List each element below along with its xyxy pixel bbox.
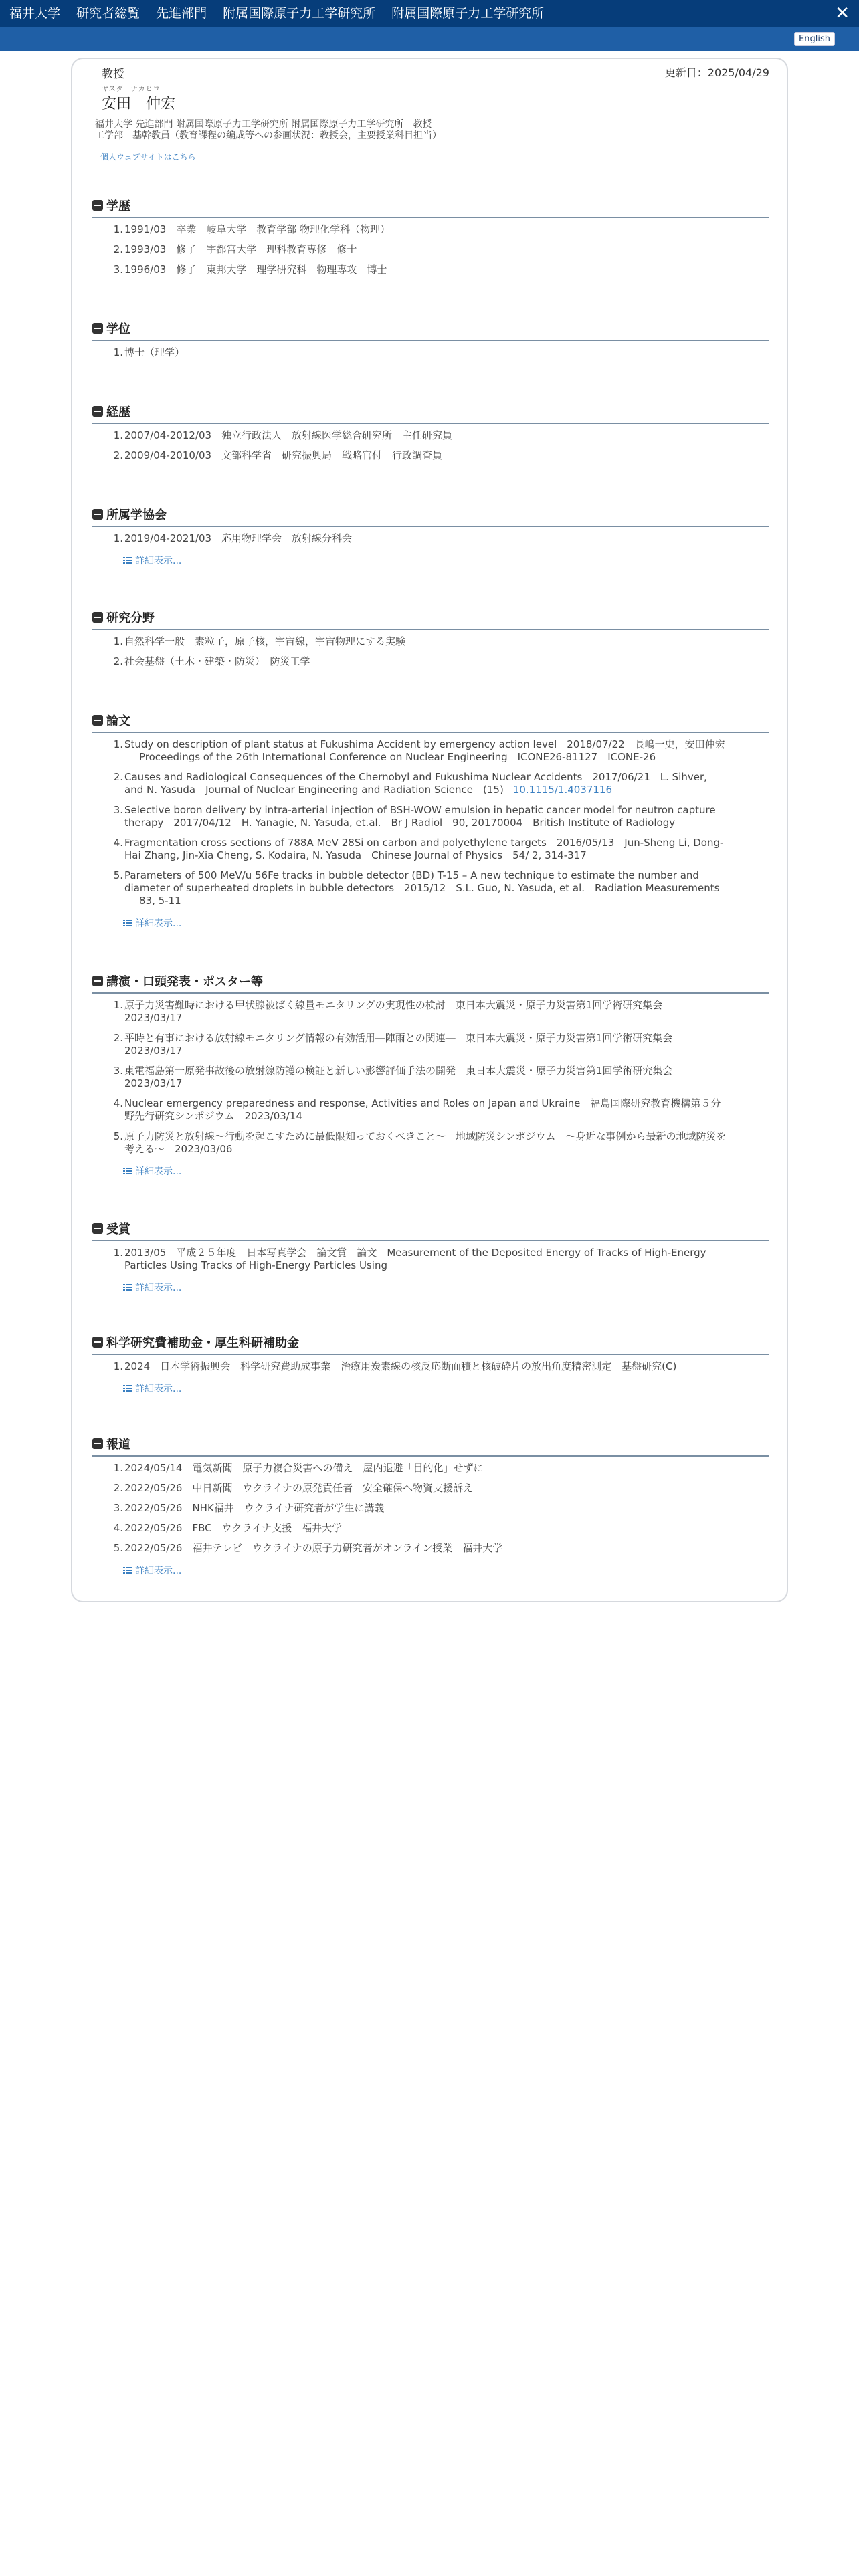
show-more-link[interactable]: 詳細表示... [123, 1382, 181, 1395]
list-icon [123, 1385, 132, 1392]
english-button[interactable]: English [794, 32, 835, 46]
show-more-link[interactable]: 詳細表示... [123, 1164, 181, 1178]
section-title: 経歴 [106, 405, 130, 419]
section-title: 所属学協会 [106, 508, 167, 522]
profile-card [71, 58, 788, 1602]
show-more-link[interactable]: 詳細表示... [123, 916, 181, 930]
collapse-icon[interactable] [92, 323, 103, 334]
section-title: 研究分野 [106, 611, 155, 625]
show-more-link[interactable]: 詳細表示... [123, 1564, 181, 1577]
personal-website-link[interactable]: 個人ウェブサイトはこちら [100, 152, 196, 162]
section-heading [92, 197, 769, 218]
list-item: 1. 2019/04-2021/03 応用物理学会 放射線分科会 [113, 532, 353, 544]
list-item: 2. 1993/03 修了 宇都宮大学 理科教育専修 修士 [113, 243, 357, 255]
list-icon [123, 1168, 132, 1175]
section-title: 学位 [106, 322, 130, 336]
breadcrumb-university[interactable]: 福井大学 [9, 6, 61, 21]
list-item: 2. 2009/04-2010/03 文部科学省 研究振興局 戦略官付 行政調査員 [113, 449, 443, 461]
list-item: 5. 2022/05/26 福井テレビ ウクライナの原子力研究者がオンライン授業 福井大学 [113, 1542, 503, 1554]
list-item: 5. 原子力防災と放射線〜行動を起こすために最低限知っておくべきこと〜 地域防災シンポジウム 〜身近な事例から最新の地域防災を 考える〜 2023/03/06 [113, 1130, 727, 1155]
updated-date: 更新日：2025/04/29 [664, 66, 769, 79]
list-item: 1. 博士（理学） [113, 346, 185, 358]
awards-list [92, 1247, 769, 1272]
list-icon [123, 920, 132, 927]
grants-list [92, 1360, 769, 1373]
section-media [92, 1435, 769, 1577]
list-item: 4. Fragmentation cross sections of 788A MeV 28Si on carbon and polyethylene targets 2016/05/13 Jun-Sheng Li, Dong- Hai Zhang, Jin-Xia Cheng, S. Kodaira, N. Yasuda Chinese Journal of Physics 54/ 2, 314-317 [113, 837, 724, 861]
rank-label: 教授 [102, 68, 124, 81]
section-papers [92, 712, 769, 930]
section-heading [92, 1435, 769, 1457]
section-heading [92, 609, 769, 630]
education-list [92, 223, 769, 276]
list-item: 2. 2022/05/26 中日新聞 ウクライナの原発責任者 安全確保へ物資支援訴え [113, 1482, 474, 1494]
list-item: 2. 平時と有事における放射線モニタリング情報の有効活用―陣雨との関連― 東日本大震災・原子力災害第1回学術研究集会 2023/03/17 [113, 1032, 673, 1057]
list-item: 1. 原子力災害難時における甲状腺被ばく線量モニタリングの実現性の検討 東日本大震災・原子力災害第1回学術研究集会 2023/03/17 [113, 999, 663, 1024]
language-bar [0, 27, 859, 51]
section-title: 科学研究費補助金・厚生科研補助金 [106, 1336, 299, 1350]
section-heading [92, 506, 769, 527]
papers-list [92, 738, 769, 907]
list-item: 3. 1996/03 修了 東邦大学 理学研究科 物理専攻 博士 [113, 263, 387, 276]
collapse-icon[interactable] [92, 406, 103, 417]
breadcrumb-researcher-directory[interactable]: 研究者総覧 [76, 6, 140, 21]
name-kana: ヤスダ ナカヒロ [102, 86, 161, 93]
section-title: 学歴 [106, 199, 130, 213]
collapse-icon[interactable] [92, 976, 103, 986]
section-societies [92, 506, 769, 567]
media-list [92, 1462, 769, 1555]
list-item: 1. 2024 日本学術振興会 科学研究費助成事業 治療用炭素線の核反応断面積と核破砕片の放出角度精密測定 基盤研究(C) [113, 1360, 677, 1372]
section-heading [92, 403, 769, 424]
top-navigation-bar [0, 0, 859, 27]
list-item: 2. Causes and Radiological Consequences of the Chernobyl and Fukushima Nuclear Accidents 2017/06/21 L. Sihver, and N. Yasuda Journal of Nuclear Engineering and Radiation Science (15) 10.1115/1.4037116 [113, 771, 707, 796]
close-icon[interactable]: ✕ [835, 3, 850, 23]
collapse-icon[interactable] [92, 1223, 103, 1234]
section-career [92, 403, 769, 469]
list-item: 3. 東電福島第一原発事故後の放射線防護の検証と新しい影響評価手法の開発 東日本大震災・原子力災害第1回学術研究集会 2023/03/17 [113, 1065, 673, 1089]
collapse-icon[interactable] [92, 1337, 103, 1348]
section-heading [92, 1333, 769, 1355]
section-title: 報道 [106, 1438, 130, 1452]
list-item: 1. 1991/03 卒業 岐阜大学 教育学部 物理化学科（物理） [113, 223, 391, 235]
section-grants [92, 1333, 769, 1395]
affiliation [95, 119, 442, 142]
degree-list [92, 346, 769, 359]
list-item: 1. 2007/04-2012/03 独立行政法人 放射線医学総合研究所 主任研究員 [113, 429, 453, 441]
show-more-link[interactable]: 詳細表示... [123, 554, 181, 567]
list-item: 1. 自然科学一般 素粒子，原子核，宇宙線，宇宙物理にする実験 [113, 635, 406, 647]
list-item: 2. 社会基盤（土木・建築・防災） 防災工学 [113, 655, 310, 667]
list-item: 5. Parameters of 500 MeV/u 56Fe tracks in bubble detector (BD) T-15 – A new technique to estimate the number and diameter of superheated droplets in bubble detectors 2015/12 S.L. Guo, N. Yasuda, et al. Radiation Measurements 83, 5-11 [113, 869, 720, 907]
list-icon [123, 1567, 132, 1574]
section-presentations [92, 972, 769, 1178]
affiliation-line-1: 福井大学 先進部門 附属国際原子力工学研究所 附属国際原子力工学研究所 教授 [95, 119, 432, 130]
section-education [92, 197, 769, 284]
list-item: 4. 2022/05/26 FBC ウクライナ支援 福井大学 [113, 1522, 343, 1534]
list-item: 3. Selective boron delivery by intra-arterial injection of BSH-WOW emulsion in hepatic cancer model for neutron capture therapy 2017/04/12 H. Yanagie, N. Yasuda, et.al. Br J Radiol 90, 20170004 British Institute of Radiology [113, 804, 716, 829]
section-research-fields [92, 609, 769, 675]
doi-link[interactable]: 10.1115/1.4037116 [512, 784, 613, 796]
list-icon [123, 1284, 132, 1291]
societies-list [92, 532, 769, 545]
list-item: 1. 2013/05 平成２５年度 日本写真学会 論文賞 論文 Measurement of the Deposited Energy of Tracks of High-Energy Particles Using Tracks of High-Energy Particles Using [113, 1247, 706, 1271]
presentations-list [92, 999, 769, 1156]
section-heading [92, 1220, 769, 1241]
section-degree [92, 320, 769, 366]
collapse-icon[interactable] [92, 715, 103, 726]
collapse-icon[interactable] [92, 612, 103, 623]
breadcrumb-division[interactable]: 先進部門 [156, 6, 207, 21]
section-heading [92, 972, 769, 994]
collapse-icon[interactable] [92, 200, 103, 211]
list-item: 3. 2022/05/26 NHK福井 ウクライナ研究者が学生に講義 [113, 1502, 385, 1514]
list-item: 1. Study on description of plant status at Fukushima Accident by emergency action level 2018/07/22 長嶋一史，安田仲宏 Proceedings of the 26th International Conference on Nuclear Engineering ICONE26-81127 ICONE-26 [113, 738, 725, 763]
list-icon [123, 557, 132, 564]
collapse-icon[interactable] [92, 509, 103, 520]
section-heading [92, 320, 769, 341]
section-title: 論文 [106, 714, 130, 728]
breadcrumb-sub-institute[interactable]: 附属国際原子力工学研究所 [391, 6, 545, 21]
collapse-icon[interactable] [92, 1438, 103, 1449]
affiliation-line-2: 工学部 基幹教員（教育課程の編成等への参画状況：教授会，主要授業科目担当） [95, 130, 442, 141]
section-awards [92, 1220, 769, 1294]
show-more-link[interactable]: 詳細表示... [123, 1281, 181, 1294]
section-heading [92, 712, 769, 733]
list-item: 1. 2024/05/14 電気新聞 原子力複合災害への備え 屋内退避「目的化」せずに [113, 1462, 484, 1474]
section-title: 受賞 [106, 1222, 130, 1237]
fields-list [92, 635, 769, 668]
list-item: 4. Nuclear emergency preparedness and response, Activities and Roles on Japan and Ukraine 福島国際研究教育機構第５分 野先行研究シンポジウム 2023/03/14 [113, 1097, 721, 1122]
researcher-name: 安田 仲宏 [102, 96, 176, 112]
career-list [92, 429, 769, 462]
breadcrumb-institute[interactable]: 附属国際原子力工学研究所 [223, 6, 376, 21]
section-title: 講演・口頭発表・ポスター等 [106, 975, 263, 989]
